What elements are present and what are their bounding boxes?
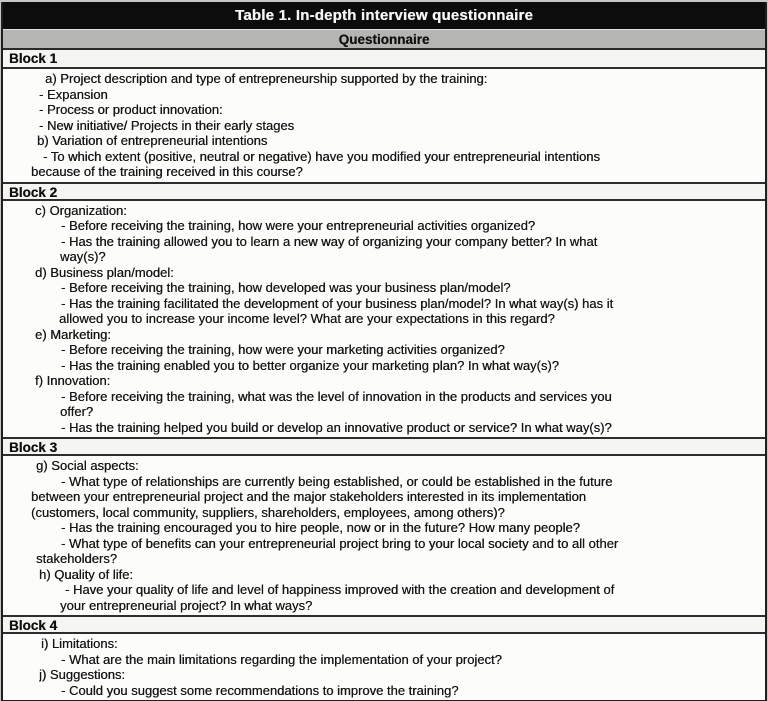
question-line: e) Marketing: bbox=[35, 326, 111, 342]
question-line: h) Quality of life: bbox=[39, 566, 133, 582]
block-body bbox=[3, 456, 765, 615]
question-line: - To which extent (positive, neutral or negative) have you modified your entrepreneurial intentions bbox=[43, 148, 600, 164]
block-body bbox=[3, 201, 765, 438]
question-line: f) Innovation: bbox=[35, 373, 111, 388]
question-line: offer? bbox=[60, 404, 94, 419]
question-line: - Expansion bbox=[39, 86, 108, 102]
table-subheader: Questionnaire bbox=[3, 29, 765, 50]
block-header: Block 4 bbox=[3, 615, 765, 634]
question-line: - Has the training encouraged you to hire people, now or in the future? How many people? bbox=[61, 520, 580, 535]
question-line: i) Limitations: bbox=[41, 636, 118, 651]
block-body bbox=[3, 69, 765, 182]
question-line: j) Suggestions: bbox=[39, 667, 125, 682]
block-body bbox=[3, 634, 765, 700]
question-line: d) Business plan/model: bbox=[35, 264, 174, 280]
question-line: - Process or product innovation: bbox=[39, 102, 223, 117]
question-line: (customers, local community, suppliers, shareholders, employees, among others)? bbox=[31, 504, 505, 520]
question-line: way(s)? bbox=[60, 249, 106, 264]
question-line: - Has the training helped you build or develop an innovative product or service? In what way(s)? bbox=[61, 419, 612, 435]
question-line: - Before receiving the training, how were your entrepreneurial activities organized? bbox=[61, 218, 536, 233]
question-line: - Could you suggest some recommendations to improve the training? bbox=[61, 682, 459, 698]
question-line: c) Organization: bbox=[35, 202, 127, 218]
block-header: Block 1 bbox=[3, 50, 765, 69]
question-line: - Before receiving the training, how were your marketing activities organized? bbox=[61, 342, 505, 357]
question-line: - What type of relationships are currently being established, or could be established in the future bbox=[61, 473, 613, 489]
table-title: Table 1. In-depth interview questionnaire bbox=[3, 2, 765, 29]
question-line: allowed you to increase your income level? What are your expectations in this regard? bbox=[59, 311, 555, 326]
block-header: Block 2 bbox=[3, 182, 765, 201]
question-line: - Has the training facilitated the development of your business plan/model? In what way(s) has it bbox=[61, 295, 614, 311]
question-line: - What are the main limitations regarding the implementation of your project? bbox=[61, 651, 502, 667]
question-line: b) Variation of entrepreneurial intentions bbox=[37, 133, 268, 148]
question-line: - Have your quality of life and level of happiness improved with the creation and development of bbox=[65, 582, 615, 597]
question-line: a) Project description and type of entrepreneurship supported by the training: bbox=[45, 71, 488, 86]
question-line: - What type of benefits can your entrepreneurial project bring to your local society and to all other bbox=[61, 535, 619, 551]
questionnaire-table bbox=[1, 2, 767, 701]
block-header: Block 3 bbox=[3, 437, 765, 456]
question-line: between your entrepreneurial project and the major stakeholders interested in its implementation bbox=[31, 489, 586, 504]
question-line: g) Social aspects: bbox=[36, 458, 139, 473]
question-line: your entrepreneurial project? In what ways? bbox=[60, 597, 313, 613]
question-line: - Before receiving the training, how developed was your business plan/model? bbox=[61, 280, 511, 295]
question-line: - Has the training allowed you to learn a new way of organizing your company better? In what bbox=[61, 233, 598, 249]
question-line: - Before receiving the training, what was the level of innovation in the products and services you bbox=[61, 388, 612, 404]
question-line: because of the training received in this course? bbox=[31, 164, 303, 179]
blocks bbox=[3, 50, 765, 700]
question-line: - Has the training enabled you to better organize your marketing plan? In what way(s)? bbox=[61, 357, 559, 373]
question-line: - New initiative/ Projects in their early stages bbox=[39, 117, 295, 133]
question-line: stakeholders? bbox=[36, 551, 117, 566]
